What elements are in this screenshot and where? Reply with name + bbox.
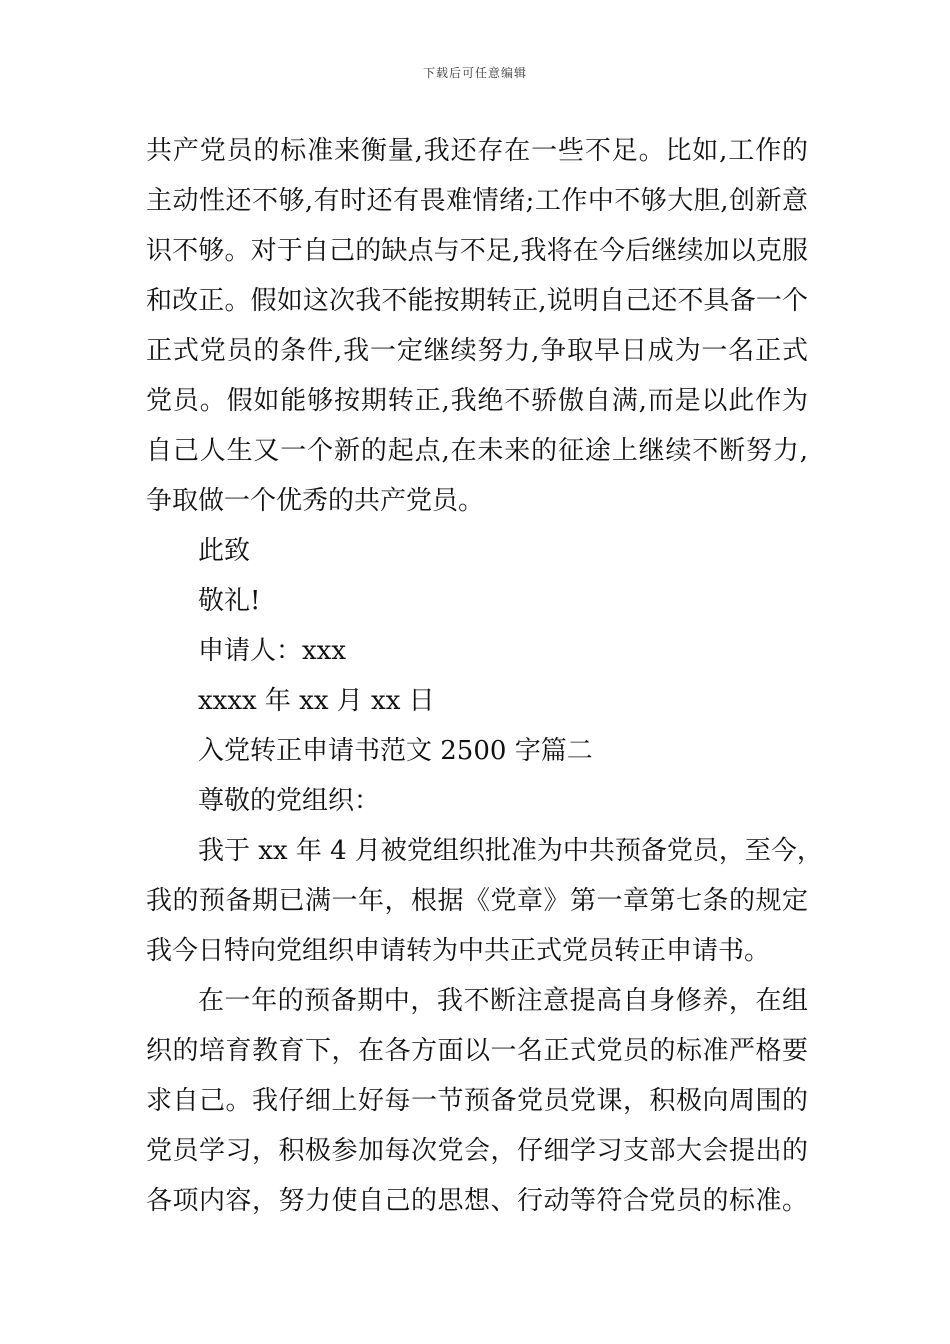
text-line: 争取做一个优秀的共产党员。	[146, 486, 485, 516]
page-header-note: 下载后可任意编辑	[422, 66, 527, 80]
text-line: 党员学习，积极参加每次党会，仔细学习支部大会提出的	[146, 1136, 808, 1166]
closing-regards: 敬礼!	[198, 586, 261, 616]
text-line: 和改正。假如这次我不能按期转正,说明自己还不具备一个	[146, 286, 808, 316]
text-line: 我今日特向党组织申请转为中共正式党员转正申请书。	[146, 936, 771, 966]
text-line: 正式党员的条件,我一定继续努力,争取早日成为一名正式	[146, 336, 808, 366]
text-line: 在一年的预备期中，我不断注意提高自身修养，在组	[198, 986, 808, 1016]
text-line: 我于 xx 年 4 月被党组织批准为中共预备党员，至今，	[198, 836, 823, 866]
text-line: 共产党员的标准来衡量,我还存在一些不足。比如,工作的	[146, 136, 808, 166]
signature-date: xxxx 年 xx 月 xx 日	[198, 686, 435, 716]
text-line: 主动性还不够,有时还有畏难情绪;工作中不够大胆,创新意	[146, 186, 808, 216]
text-line: 识不够。对于自己的缺点与不足,我将在今后继续加以克服	[146, 236, 808, 266]
letter-greeting: 尊敬的党组织：	[198, 786, 381, 816]
text-line: 我的预备期已满一年，根据《党章》第一章第七条的规定	[146, 886, 808, 916]
document-body	[146, 126, 823, 1226]
section-title: 入党转正申请书范文 2500 字篇二	[198, 736, 593, 766]
applicant-signature: 申请人：xxx	[198, 636, 346, 666]
closing-salutation: 此致	[198, 536, 251, 566]
text-line: 各项内容，努力使自己的思想、行动等符合党员的标准。	[146, 1186, 808, 1216]
text-line: 求自己。我仔细上好每一节预备党员党课，积极向周围的	[146, 1086, 808, 1116]
text-line: 自己人生又一个新的起点,在未来的征途上继续不断努力,	[146, 436, 808, 466]
text-line: 织的培育教育下，在各方面以一名正式党员的标准严格要	[146, 1036, 808, 1066]
text-line: 党员。假如能够按期转正,我绝不骄傲自满,而是以此作为	[146, 386, 808, 416]
